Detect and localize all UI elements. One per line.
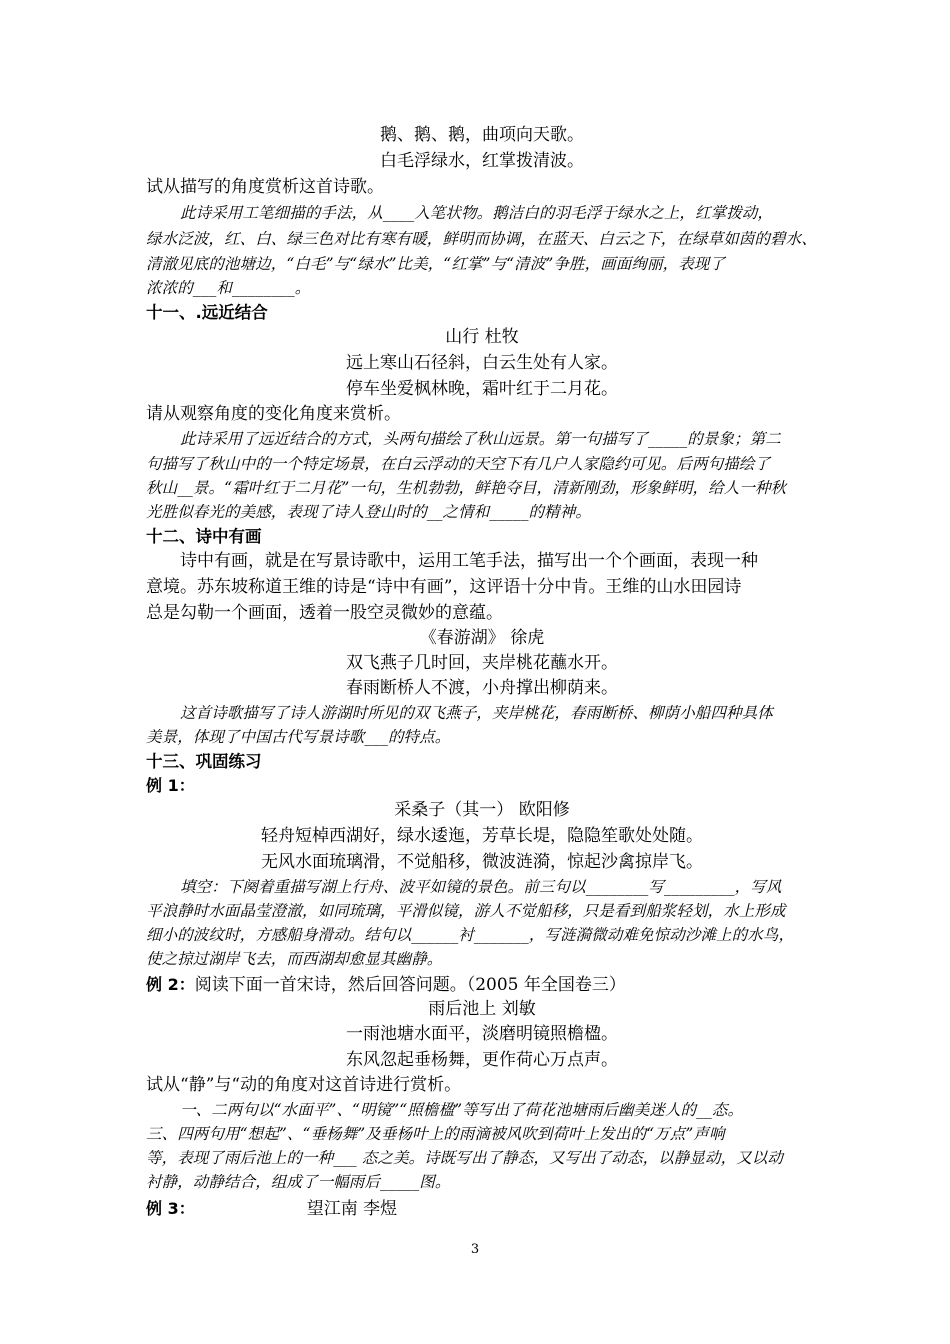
- analysis-text: 衬静，动静结合，组成了一幅雨后_____图。: [146, 1173, 451, 1191]
- analysis-text: 三、四两句用“想起”、“垂杨舞”及垂杨叶上的雨滴被风吹到荷叶上发出的“万点”声响: [146, 1125, 725, 1143]
- analysis-text: 绿水泛波，红、白、绿三色对比有寒有暖，鲜明而协调，在蓝天、白云之下，在绿草如茵的碧水、: [146, 230, 817, 248]
- poem-title: 山行 杜牧: [445, 327, 519, 347]
- analysis-text: 平浪静时水面晶莹澄澈，如同琉璃，平滑似镜，游人不觉船移，只是看到船浆轻划，水上形成: [146, 902, 786, 920]
- analysis-text: 秋山__景。“霜叶红于二月花”一句，生机勃勃，鲜艳夺目，清新刚劲，形象鲜明，给人一种秋: [146, 479, 787, 497]
- analysis-text: 填空：下阕着重描写湖上行舟、波平如镜的景色。前三句以________写_________，写风: [180, 878, 782, 896]
- poem-title: 望江南 李煜: [306, 1199, 398, 1219]
- question-text: 请从观察角度的变化角度来赏析。: [146, 404, 401, 424]
- poem-title: 采桑子（其一） 欧阳修: [394, 800, 570, 820]
- poem-title: 雨后池上 刘敏: [428, 999, 536, 1019]
- example-label: 例 3：: [146, 1199, 195, 1218]
- poem-line: 无风水面琉璃滑，不觉船移，微波涟漪，惊起沙禽掠岸飞。: [261, 852, 703, 872]
- body-text: 意境。苏东坡称道王维的诗是“诗中有画”，这评语十分中肯。王维的山水田园诗: [146, 577, 742, 597]
- example-line: [146, 972, 818, 998]
- poem-line: 春雨断桥人不渡，小舟撑出柳荫来。: [346, 678, 618, 698]
- analysis-text: 此诗采用工笔细描的手法，从____入笔状物。鹅洁白的羽毛浮于绿水之上，红掌拨动，: [180, 204, 774, 222]
- poem-line: 轻舟短棹西湖好，绿水逶迤，芳草长堤，隐隐笙歌处处随。: [261, 826, 703, 846]
- example-line: [146, 1196, 818, 1222]
- example-prompt: 阅读下面一首宋诗，然后回答问题。（2005 年全国卷三）: [194, 975, 626, 995]
- analysis-text: 美景，体现了中国古代写景诗歌___的特点。: [146, 728, 451, 746]
- analysis-text: 这首诗歌描写了诗人游湖时所见的双飞燕子，夹岸桃花，春雨断桥、柳荫小船四种具体: [180, 704, 773, 722]
- poem-line: 东风忽起垂杨舞，更作荷心万点声。: [346, 1050, 618, 1070]
- poem-line: 远上寒山石径斜，白云生处有人家。: [346, 353, 618, 373]
- analysis-text: 浓浓的___和________。: [146, 279, 311, 297]
- poem-line: 白毛浮绿水，红掌拨清波。: [380, 151, 584, 171]
- question-text: 试从“静”与“动的角度对这首诗进行赏析。: [146, 1075, 462, 1095]
- poem-line: 停车坐爱枫林晚，霜叶红于二月花。: [346, 379, 618, 399]
- question-text: 试从描写的角度赏析这首诗歌。: [146, 177, 384, 197]
- poem-line: 双飞燕子几时回，夹岸桃花蘸水开。: [346, 653, 618, 673]
- poem-title: 《春游湖》 徐虎: [419, 628, 545, 648]
- analysis-text: 光胜似春光的美感，表现了诗人登山时的__之情和_____的精神。: [146, 503, 591, 521]
- analysis-text: 此诗采用了远近结合的方式，头两句描绘了秋山远景。第一句描写了_____的景象；第二: [180, 430, 781, 448]
- analysis-text: 清澈见底的池塘边，“白毛”与“绿水”比美，“红掌”与“清波”争胜，画面绚丽，表现了: [146, 255, 725, 273]
- analysis-text: 句描写了秋山中的一个特定场景，在白云浮动的天空下有几户人家隐约可见。后两句描绘了: [146, 455, 771, 473]
- example-label: 例 1：: [146, 776, 195, 795]
- section-heading: 十三、巩固练习: [146, 752, 262, 771]
- poem-line: 鹅、鹅、鹅，曲项向天歌。: [380, 125, 584, 145]
- poem-line: 一雨池塘水面平，淡磨明镜照檐楹。: [346, 1024, 618, 1044]
- analysis-text: 等，表现了雨后池上的一种___ 态之美。诗既写出了静态，又写出了动态，以静显动，又以动: [146, 1149, 783, 1167]
- section-heading: 十一、.远近结合: [146, 303, 268, 322]
- analysis-text: 细小的波纹时，方感船身滑动。结句以______衬_______，写涟漪微动难免惊动沙滩上的水鸟，: [146, 926, 795, 944]
- body-text: 总是勾勒一个画面，透着一股空灵微妙的意蕴。: [146, 603, 503, 623]
- section-heading: 十二、诗中有画: [146, 527, 262, 546]
- example-label: 例 2：: [146, 975, 195, 994]
- page-number: 3: [470, 1242, 480, 1257]
- body-text: 诗中有画，就是在写景诗歌中，运用工笔手法，描写出一个个画面，表现一种: [180, 551, 758, 571]
- analysis-text: 一、二两句以“水面平”、“明镜”“照檐楹”等写出了荷花池塘雨后幽美迷人的__态。: [180, 1101, 744, 1119]
- analysis-text: 使之掠过湖岸飞去，而西湖却愈显其幽静。: [146, 950, 443, 968]
